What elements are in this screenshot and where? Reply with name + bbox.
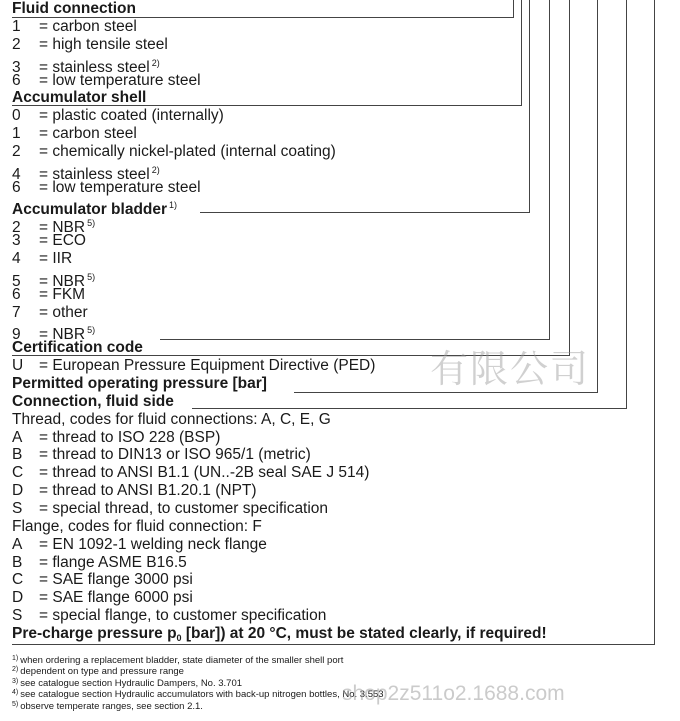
list-item: B = thread to DIN13 or ISO 965/1 (metric)	[12, 446, 311, 463]
accumulator-bladder-title: Accumulator bladder $^{1)}$	[12, 200, 178, 218]
bracket-certification	[549, 0, 550, 340]
watermark-chinese: 有限公司	[430, 349, 591, 391]
list-item: 2 = NBR $^{5)}$	[12, 218, 96, 236]
fluid-connection-title: Fluid connection	[12, 0, 136, 17]
list-item: 4 = IIR	[12, 250, 73, 267]
list-item: 6 = low temperature steel	[12, 179, 201, 196]
bracket-accumulator-shell	[521, 0, 522, 106]
list-item: A = EN 1092-1 welding neck flange	[12, 536, 267, 553]
list-item: 2 = chemically nickel-plated (internal coating)	[12, 143, 336, 160]
bracket-permitted-pressure	[597, 0, 598, 393]
list-item: C = thread to ANSI B1.1 (UN..-2B seal SAE J 514)	[12, 464, 370, 481]
bracket-connection	[626, 0, 627, 409]
accumulator-shell-title: Accumulator shell	[12, 89, 147, 106]
permitted-pressure-title: Permitted operating pressure [bar]	[12, 375, 267, 392]
bracket-precharge	[654, 0, 655, 645]
list-item: 3 = ECO	[12, 232, 86, 249]
thread-intro: Thread, codes for fluid connections: A, C, E, G	[12, 411, 331, 428]
bracket-permitted-pressure-h	[294, 392, 598, 393]
footnote: $^{4)}$ see catalogue section Hydraulic accumulators with back-up nitrogen bottles, No. 3.553	[12, 689, 384, 700]
bracket-accumulator-bladder-h	[200, 212, 530, 213]
list-item: 1 = carbon steel	[12, 125, 137, 142]
footnote: $^{2)}$ dependent on type and pressure range	[12, 666, 184, 677]
bracket-certification-h	[160, 339, 550, 340]
list-item: U = European Pressure Equipment Directive (PED)	[12, 357, 376, 374]
list-item: 6 = low temperature steel	[12, 72, 201, 89]
list-item: 7 = other	[12, 304, 88, 321]
list-item: A = thread to ISO 228 (BSP)	[12, 429, 221, 446]
list-item: 6 = FKM	[12, 286, 86, 303]
certification-title: Certification code	[12, 339, 143, 356]
bracket-fluid-connection	[513, 0, 514, 17]
footnote: $^{3)}$ see catalogue section Hydraulic Dampers, No. 3.701	[12, 678, 243, 689]
footnote: $^{1)}$ when ordering a replacement bladder, state diameter of the smaller shell port	[12, 655, 344, 666]
list-item: S = special flange, to customer specification	[12, 607, 327, 624]
watermark-url: shop2z511o2.1688.com	[342, 682, 565, 705]
footnote: $^{5)}$ observe temperate ranges, see section 2.1.	[12, 701, 203, 712]
list-item: C = SAE flange 3000 psi	[12, 571, 193, 588]
list-item: S = special thread, to customer specification	[12, 500, 329, 517]
connection-fluid-side-title: Connection, fluid side	[12, 393, 174, 410]
list-item: 5 = NBR $^{5)}$	[12, 272, 96, 290]
bracket-connection-h	[192, 408, 627, 409]
list-item: 9 = NBR $^{5)}$	[12, 325, 96, 343]
flange-intro: Flange, codes for fluid connection: F	[12, 518, 262, 535]
list-item: 2 = high tensile steel	[12, 36, 168, 53]
list-item: 3 = stainless steel $^{2)}$	[12, 58, 160, 76]
list-item: D = SAE flange 6000 psi	[12, 589, 193, 606]
list-item: 4 = stainless steel $^{2)}$	[12, 165, 160, 183]
bracket-accumulator-bladder	[529, 0, 530, 213]
bracket-u	[569, 0, 570, 356]
list-item: B = flange ASME B16.5	[12, 554, 187, 571]
list-item: 0 = plastic coated (internally)	[12, 107, 224, 124]
list-item: 1 = carbon steel	[12, 18, 137, 35]
list-item: D = thread to ANSI B1.20.1 (NPT)	[12, 482, 257, 499]
precharge-note: Pre-charge pressure $p_0$ [bar]) at 20 °C, must be stated clearly, if required!	[12, 625, 547, 643]
